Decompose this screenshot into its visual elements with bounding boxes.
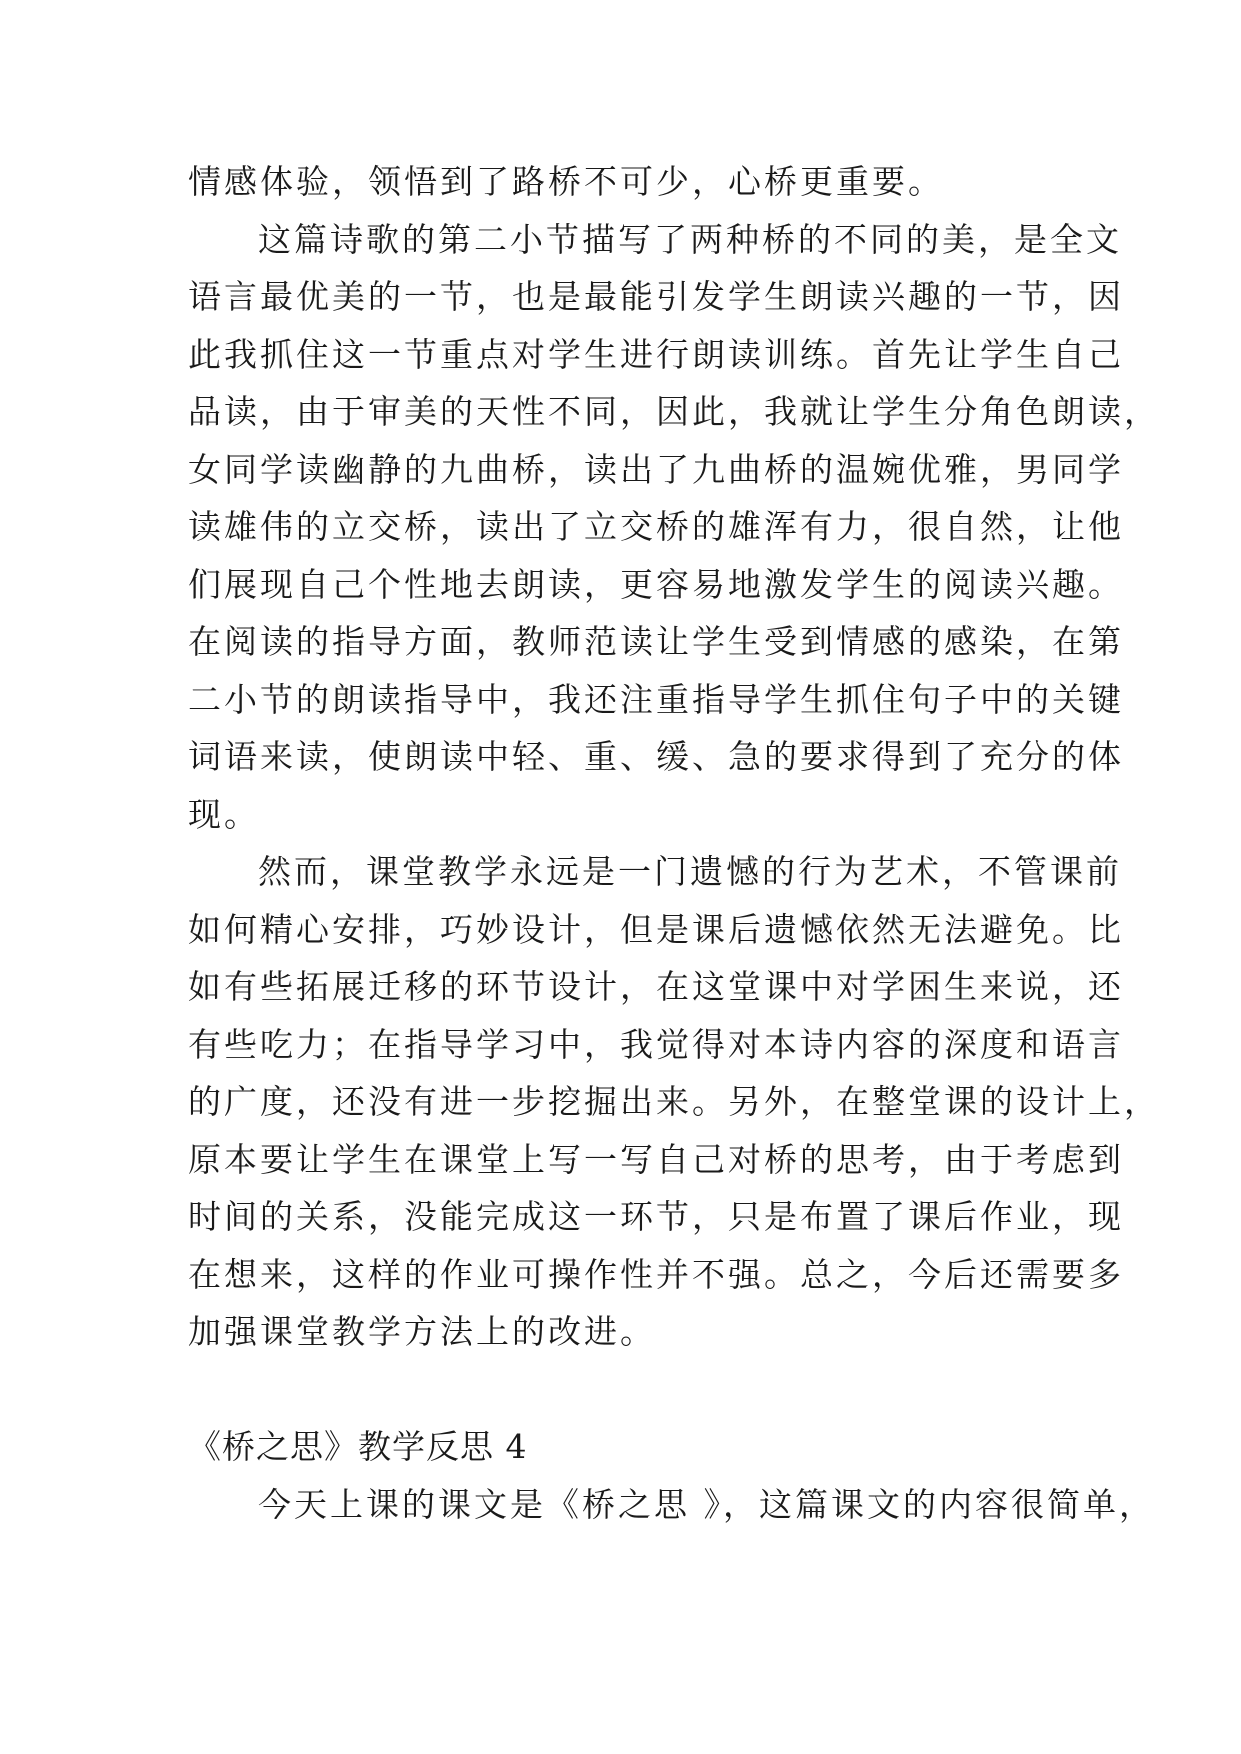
text-line: 女同学读幽静的九曲桥，读出了九曲桥的温婉优雅，男同学 xyxy=(188,449,1124,489)
text-line: 时间的关系，没能完成这一环节，只是布置了课后作业，现 xyxy=(188,1197,1124,1236)
text-line: 读雄伟的立交桥，读出了立交桥的雄浑有力，很自然，让他 xyxy=(188,507,1124,546)
text-line: 然而，课堂教学永远是一门遗憾的行为艺术，不管课前 xyxy=(258,852,1122,891)
document-body xyxy=(188,153,1160,1533)
text-line: 如有些拓展迁移的环节设计，在这堂课中对学困生来说，还 xyxy=(188,967,1124,1006)
paragraph-1 xyxy=(188,153,1058,211)
text-line: 二小节的朗读指导中，我还注重指导学生抓住句子中的关键 xyxy=(188,679,1124,719)
text-line: 这篇诗歌的第二小节描写了两种桥的不同的美，是全文 xyxy=(258,219,1122,259)
text-line: 现。 xyxy=(188,794,260,834)
text-line: 此我抓住这一节重点对学生进行朗读训练。首先让学生自己 xyxy=(188,334,1124,374)
text-line: 今天上课的课文是《桥之思 》，这篇课文的内容很简单， xyxy=(258,1484,1155,1524)
text-line: 词语来读，使朗读中轻、重、缓、急的要求得到了充分的体 xyxy=(188,737,1124,776)
text-line: 们展现自己个性地去朗读，更容易地激发学生的阅读兴趣。 xyxy=(188,564,1124,604)
section-heading: 《桥之思》教学反思 4 xyxy=(188,1427,528,1466)
text-line: 在阅读的指导方面，教师范读让学生受到情感的感染，在第 xyxy=(188,622,1124,661)
text-line: 加强课堂教学方法上的改进。 xyxy=(188,1312,656,1351)
paragraph-spacer xyxy=(188,1361,1058,1419)
paragraph-2 xyxy=(188,211,1160,844)
text-line: 如何精心安排，巧妙设计，但是课后遗憾依然无法避免。比 xyxy=(188,909,1124,949)
paragraph-3 xyxy=(188,843,1160,1361)
text-line: 在想来，这样的作业可操作性并不强。总之，今后还需要多 xyxy=(188,1254,1124,1294)
text-line: 语言最优美的一节，也是最能引发学生朗读兴趣的一节，因 xyxy=(188,277,1124,316)
text-line: 的广度，还没有进一步挖掘出来。另外，在整堂课的设计上， xyxy=(188,1082,1160,1121)
paragraph-4 xyxy=(188,1476,1155,1534)
text-line: 品读，由于审美的天性不同，因此，我就让学生分角色朗读， xyxy=(188,392,1160,431)
text-line: 情感体验，领悟到了路桥不可少，心桥更重要。 xyxy=(188,162,944,201)
text-line: 有些吃力；在指导学习中，我觉得对本诗内容的深度和语言 xyxy=(188,1024,1124,1064)
text-line: 原本要让学生在课堂上写一写自己对桥的思考，由于考虑到 xyxy=(188,1139,1124,1179)
